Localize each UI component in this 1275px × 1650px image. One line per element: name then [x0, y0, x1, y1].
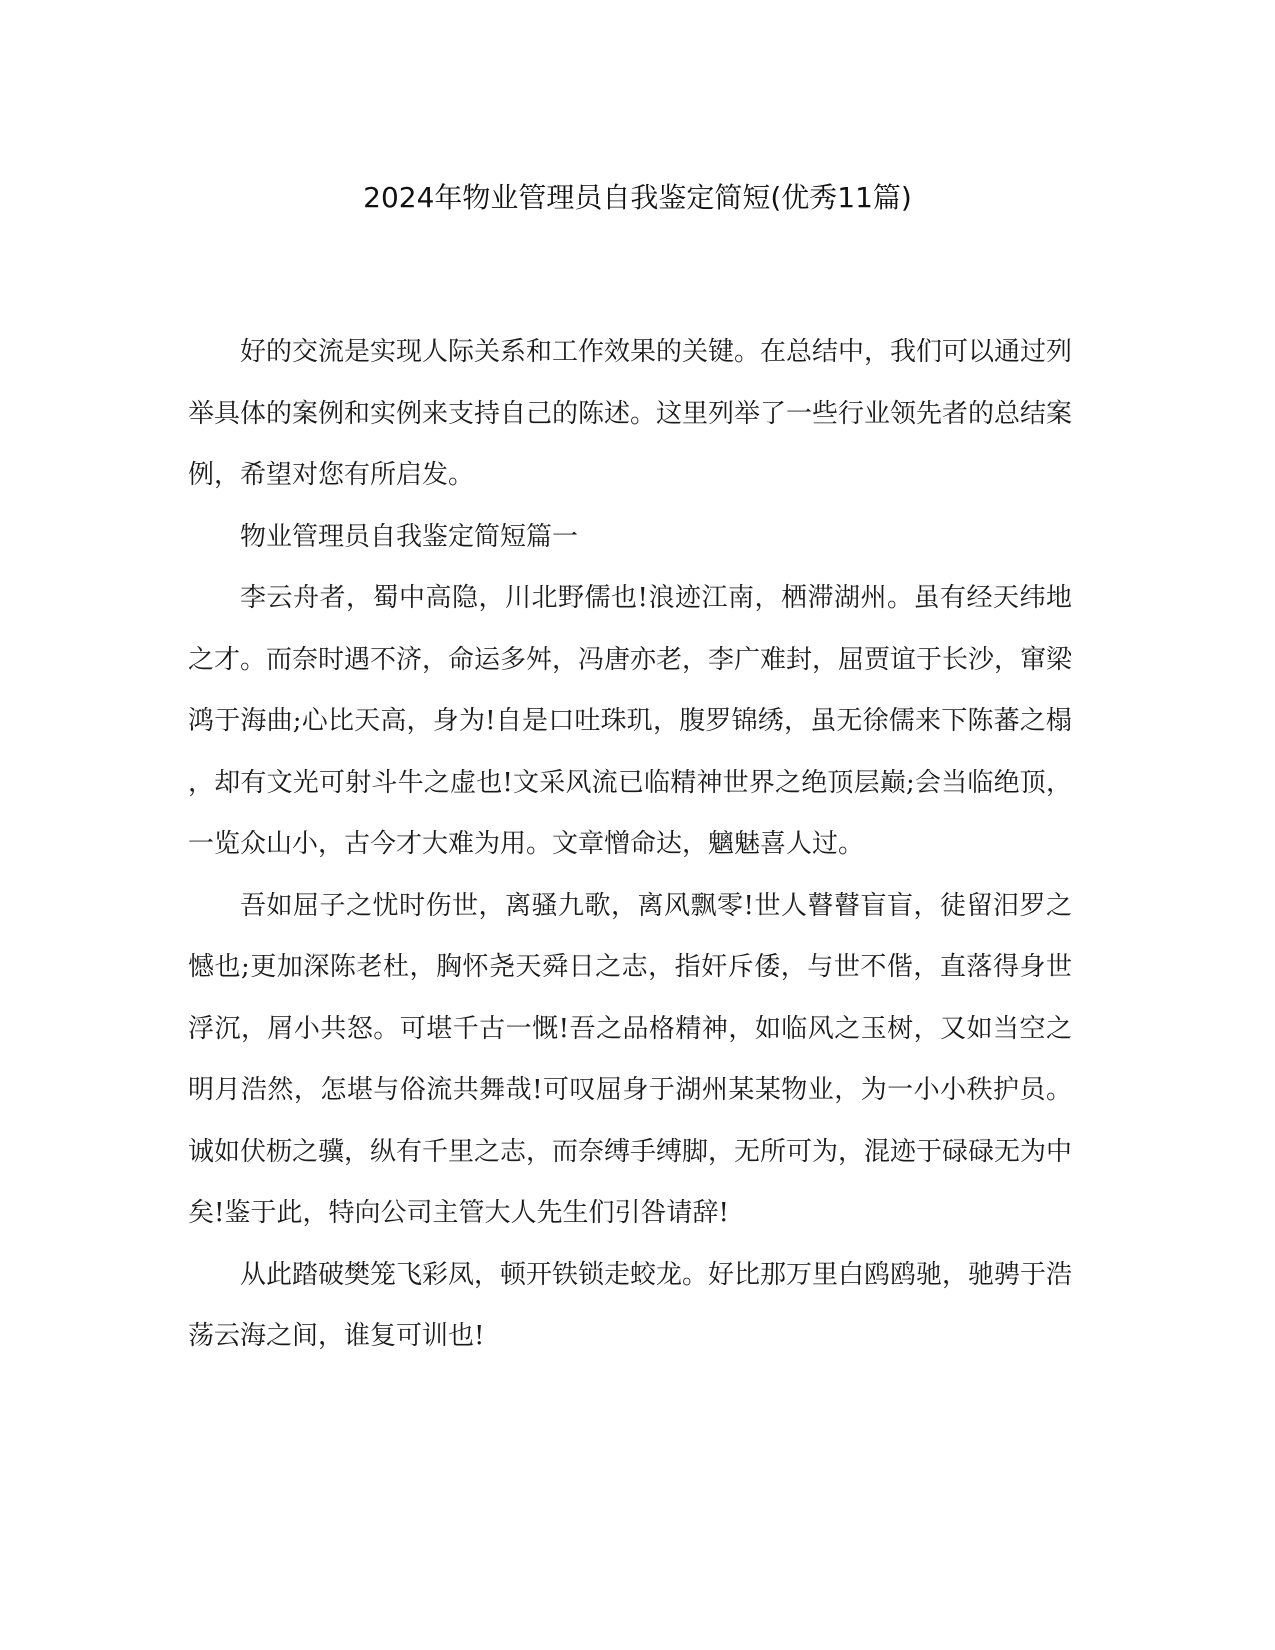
body-paragraph-2: 吾如屈子之忧时伤世，离骚九歌，离风飘零!世人瞽瞽盲盲，徒留汨罗之憾也;更加深陈老杜，胸怀尧天舜日之志，指奸斥倭，与世不偕，直落得身世浮沉，屑小共怒。可堪千古一慨!吾之品格精神，如临风之玉树，又如当空之明月浩然，怎堪与俗流共舞哉!可叹屈身于湖州某某物业，为一小小秩护员。诚如伏枥之骥，纵有千里之志，而奈缚手缚脚，无所可为，混迹于碌碌无为中矣!鉴于此，特向公司主管大人先生们引咎请辞! [188, 890, 1073, 1228]
document-title: 2024年物业管理员自我鉴定简短(优秀11篇) [363, 181, 912, 214]
body-paragraph-1: 李云舟者，蜀中高隐，川北野儒也!浪迹江南，栖滞湖州。虽有经天纬地之才。而奈时遇不济，命运多舛，冯唐亦老，李广难封，屈贾谊于长沙，窜梁鸿于海曲;心比天高，身为!自是口吐珠玑，腹罗锦绣，虽无徐儒来下陈蕃之榻，却有文光可射斗牛之虚也!文采风流已临精神世界之绝顶层巅;会当临绝顶，一览众山小，古今才大难为用。文章憎命达，魑魅喜人过。 [188, 583, 1073, 859]
body-paragraph-3: 从此踏破樊笼飞彩凤，顿开铁锁走蛟龙。好比那万里白鸥鸥驰，驰骋于浩荡云海之间，谁复可训也! [188, 1259, 1073, 1351]
intro-paragraph: 好的交流是实现人际关系和工作效果的关键。在总结中，我们可以通过列举具体的案例和实例来支持自己的陈述。这里列举了一些行业领先者的总结案例，希望对您有所启发。 [188, 337, 1073, 490]
section-heading: 物业管理员自我鉴定简短篇一 [240, 521, 579, 552]
document-body [188, 322, 1072, 1368]
